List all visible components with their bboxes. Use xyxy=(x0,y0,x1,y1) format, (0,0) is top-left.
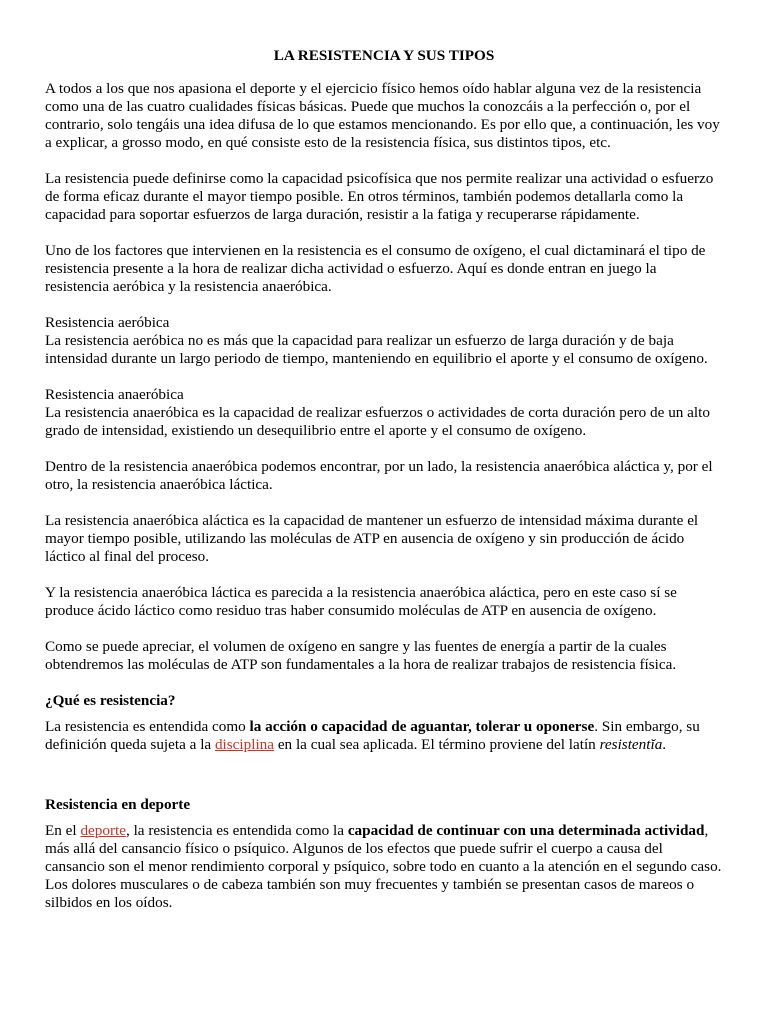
section-spacer xyxy=(45,772,723,796)
anaerobic-paragraph: La resistencia anaeróbica es la capacidad de realizar esfuerzos o actividades de corta duración pero de un alto grado de intensidad, existiendo un desequilibrio entre el aporte y el consumo de oxígeno. xyxy=(45,404,710,439)
sport-text-2: , la resistencia es entendida como la xyxy=(125,822,348,839)
q-text-bold: la acción o capacidad de aguantar, tolerar u oponerse xyxy=(249,718,595,735)
alactic-paragraph: La resistencia anaeróbica aláctica es la capacidad de mantener un esfuerzo de intensidad máxima durante el mayor tiempo posible, utilizando las moléculas de ATP en ausencia de oxígeno y sin producción de ácido láctico al final del proceso. xyxy=(45,512,699,565)
deporte-link[interactable]: deporte xyxy=(80,822,126,839)
what-is-resistance-paragraph xyxy=(45,718,723,754)
document-title: LA RESISTENCIA Y SUS TIPOS xyxy=(273,47,495,64)
aerobic-paragraph: La resistencia aeróbica no es más que la capacidad para realizar un esfuerzo de larga duración y de baja intensidad durante un largo periodo de tiempo, manteniendo en equilibrio el aporte y el consumo de oxígeno. xyxy=(45,332,708,367)
intro-paragraph: A todos a los que nos apasiona el deporte y el ejercicio físico hemos oído hablar alguna vez de la resistencia como una de las cuatro cualidades físicas básicas. Puede que muchos la conozcáis a la perfección o, por el contrario, solo tengáis una idea difusa de lo que estamos mencionando. Es por ello que, a continuación, les voy a explicar, a grosso modo, en qué consiste esto de la resistencia física, sus distintos tipos, etc. xyxy=(45,80,720,151)
anaerobic-heading: Resistencia anaeróbica xyxy=(45,386,184,403)
sport-text-1: En el xyxy=(45,822,81,839)
oxygen-paragraph: Uno de los factores que intervienen en la resistencia es el consumo de oxígeno, el cual dictaminará el tipo de resistencia presente a la hora de realizar dicha actividad o esfuerzo. Aquí es donde entran en juego la resistencia aeróbica y la resistencia anaeróbica. xyxy=(45,242,706,295)
q-text-italic: resistentĭa xyxy=(599,736,663,753)
lactic-paragraph: Y la resistencia anaeróbica láctica es parecida a la resistencia anaeróbica aláctica, pero en este caso sí se produce ácido láctico como residuo tras haber consumido moléculas de ATP en ausencia de oxígeno. xyxy=(45,584,677,619)
aerobic-heading: Resistencia aeróbica xyxy=(45,314,170,331)
sport-text-3: , más allá del cansancio físico o psíquico. Algunos de los efectos que puede sufrir el cuerpo a causa del cansancio son el menor rendimiento corporal y psíquico, sobre todo en cuanto a la atención en el segundo caso. Los dolores musculares o de cabeza también son muy frecuentes y también se presentan casos de mareos o silbidos en los oídos. xyxy=(45,822,722,911)
q-text-2: . Sin embargo, su definición queda sujeta a la xyxy=(45,718,700,753)
q-text-4: . xyxy=(662,736,667,753)
q-text-3: en la cual sea aplicada. El término proviene del latín xyxy=(274,736,600,753)
sport-resistance-heading: Resistencia en deporte xyxy=(45,796,191,813)
what-is-resistance-heading: ¿Qué es resistencia? xyxy=(45,692,176,709)
definition-paragraph: La resistencia puede definirse como la capacidad psicofísica que nos permite realizar una actividad o esfuerzo de forma eficaz durante el mayor tiempo posible. En otros términos, también podemos detallarla como la capacidad para soportar esfuerzos de larga duración, resistir a la fatiga y recuperarse rápidamente. xyxy=(45,170,714,223)
q-text-1: La resistencia es entendida como xyxy=(45,718,250,735)
sport-resistance-paragraph xyxy=(45,822,723,912)
anaerobic-types-paragraph: Dentro de la resistencia anaeróbica podemos encontrar, por un lado, la resistencia anaeróbica aláctica y, por el otro, la resistencia anaeróbica láctica. xyxy=(45,458,713,493)
disciplina-link[interactable]: disciplina xyxy=(214,736,275,753)
sport-text-bold: capacidad de continuar con una determinada actividad xyxy=(347,822,705,839)
conclusion-paragraph: Como se puede apreciar, el volumen de oxígeno en sangre y las fuentes de energía a partir de la cuales obtendremos las moléculas de ATP son fundamentales a la hora de realizar trabajos de resistencia física. xyxy=(45,638,677,673)
